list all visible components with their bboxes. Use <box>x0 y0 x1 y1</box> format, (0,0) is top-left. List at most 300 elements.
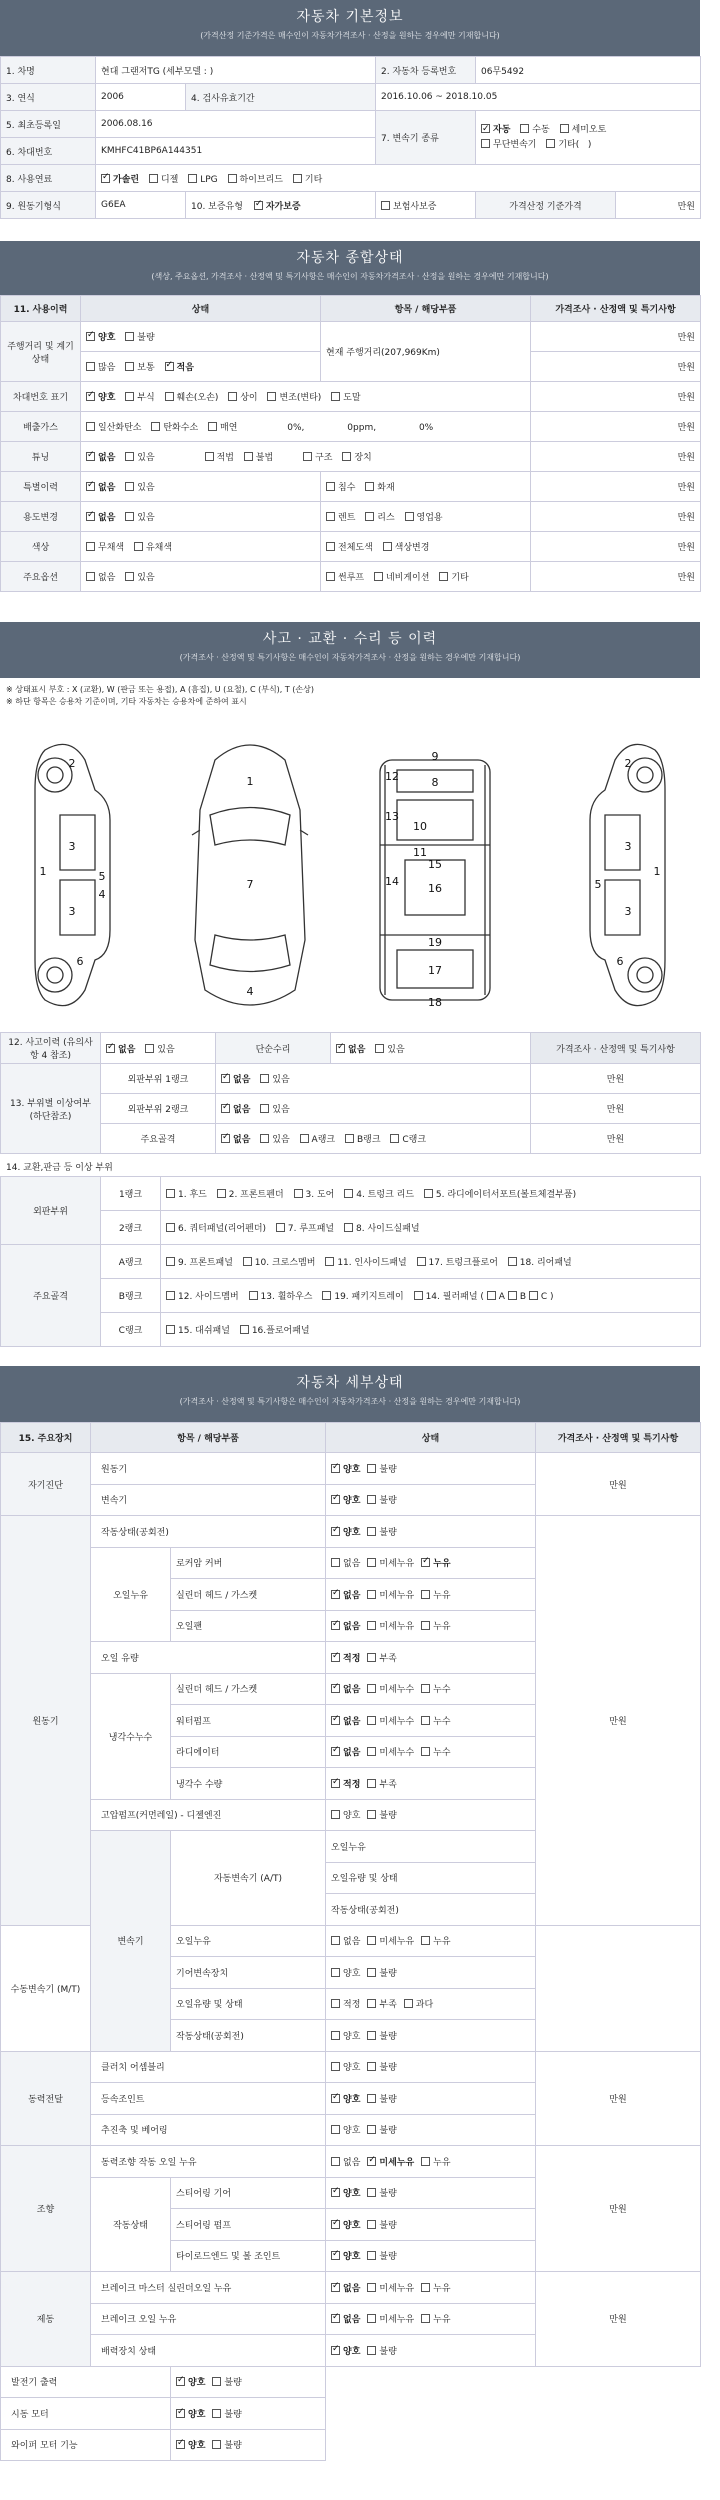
detail-price: 만원 <box>536 2051 701 2146</box>
state-option[interactable]: ✓ 양호 <box>331 2218 360 2231</box>
tune-none[interactable]: ✓ 없음 <box>86 450 115 463</box>
checkbox-icon <box>331 2346 340 2355</box>
state-option[interactable]: 불량 <box>367 1525 396 1538</box>
vin-mismatch[interactable]: 상이 <box>228 390 257 403</box>
color-full-paint[interactable]: 전체도색 <box>326 540 373 553</box>
mileage-bad[interactable]: 불량 <box>125 330 154 343</box>
label-rank1: 외판부위 1랭크 <box>101 1064 216 1094</box>
checkbox-icon <box>326 482 335 491</box>
checkbox-icon <box>421 1936 430 1945</box>
detail-item-name: 시동 모터 <box>1 2398 171 2430</box>
part-9[interactable]: 9. 프론트패널 <box>166 1255 233 1268</box>
part-5[interactable]: 5. 라디에이터서포트(볼트체결부품) <box>424 1187 576 1200</box>
state-option[interactable]: 미세누유 <box>367 1556 414 1569</box>
state-option[interactable]: 불량 <box>367 2092 396 2105</box>
state-option[interactable]: 불량 <box>367 1966 396 1979</box>
color-achromatic[interactable]: 무채색 <box>86 540 124 553</box>
vin-mark-options <box>81 382 531 412</box>
label-rank2-parts: 2랭크 <box>101 1211 161 1245</box>
state-option[interactable]: 적정 <box>331 1997 360 2010</box>
frame-yes[interactable]: 있음 <box>260 1132 289 1145</box>
detail-item-name: 브레이크 오일 누유 <box>91 2303 326 2335</box>
state-option[interactable]: 부족 <box>367 1997 396 2010</box>
checkbox-icon <box>221 1074 230 1083</box>
checkbox-icon <box>508 1257 517 1266</box>
mileage-good[interactable]: ✓양호 <box>86 330 115 343</box>
state-option[interactable]: 양호 <box>331 1808 360 1821</box>
state-option[interactable]: 누유 <box>421 1934 450 1947</box>
detail-row <box>1 2398 701 2430</box>
state-option[interactable]: 양호 <box>331 2123 360 2136</box>
detail-item-state <box>326 1673 536 1705</box>
tune-yes[interactable]: 있음 <box>125 450 154 463</box>
part-3[interactable]: 3. 도어 <box>294 1187 335 1200</box>
part-8[interactable]: 8. 사이드실패널 <box>344 1221 420 1234</box>
state-option[interactable]: 누유 <box>421 1588 450 1601</box>
fuel-diesel[interactable]: 디젤 <box>149 172 178 185</box>
fuel-other[interactable]: 기타 <box>293 172 322 185</box>
state-option[interactable]: ✓ 없음 <box>331 2312 360 2325</box>
detail-row <box>1 1453 701 1485</box>
state-option[interactable]: 양호 <box>331 1966 360 1979</box>
general-banner <box>0 241 700 295</box>
transmission-semi[interactable]: 세미오토 <box>560 123 607 138</box>
diagram-under-18: 18 <box>428 996 442 1009</box>
state-option[interactable]: ✓ 없음 <box>331 1682 360 1695</box>
checkbox-icon <box>508 1291 517 1300</box>
option-sunroof[interactable]: 썬루프 <box>326 570 364 583</box>
fuel-options <box>96 165 701 192</box>
checkbox-icon <box>367 2062 376 2071</box>
vin-altered[interactable]: 변조(변타) <box>267 390 321 403</box>
special-yes[interactable]: 있음 <box>125 480 154 493</box>
state-option[interactable]: ✓ 양호 <box>331 1525 360 1538</box>
state-option[interactable]: ✓ 없음 <box>331 1588 360 1601</box>
detail-item-state <box>326 2240 536 2272</box>
checkbox-icon <box>240 1325 249 1334</box>
group-brake: 제동 <box>1 2272 91 2367</box>
main-options <box>81 562 321 592</box>
tune-legal[interactable]: 적법 <box>205 450 234 463</box>
checkbox-icon <box>166 1325 175 1334</box>
state-option[interactable]: 없음 <box>331 2155 360 2168</box>
detail-price: 만원 <box>536 2146 701 2272</box>
part-2[interactable]: 2. 프론트펜더 <box>217 1187 284 1200</box>
state-option[interactable]: 미세누유 <box>367 2312 414 2325</box>
gas-hc[interactable]: 탄화수소 <box>151 420 198 433</box>
fuel-lpg[interactable]: LPG <box>188 174 217 185</box>
state-option[interactable]: ✓ 양호 <box>331 2186 360 2199</box>
checkbox-icon <box>367 1684 376 1693</box>
checkbox-icon <box>421 1590 430 1599</box>
diagram-left-3b: 3 <box>68 905 76 918</box>
color-change[interactable]: 색상변경 <box>383 540 430 553</box>
value-price-unit: 만원 <box>616 192 701 219</box>
checkbox-icon <box>125 392 134 401</box>
checkbox-icon <box>212 2377 221 2386</box>
part-7[interactable]: 7. 루프패널 <box>276 1221 334 1234</box>
checkbox-icon <box>86 512 95 521</box>
detail-item-state <box>171 2366 326 2398</box>
accident-subtitle: (가격조사 · 산정액 및 특기사항은 매수인이 자동차가격조사 · 산정을 원하는 경우에만 기재합니다) <box>179 653 521 662</box>
state-option[interactable]: 불량 <box>367 2186 396 2199</box>
detail-item-state <box>326 2051 536 2083</box>
accident-options <box>101 1033 216 1064</box>
detail-item-state <box>326 1579 536 1611</box>
state-option[interactable]: 부족 <box>367 1651 396 1664</box>
subgroup-coolant: 냉각수누수 <box>91 1673 171 1799</box>
detail-item-state <box>326 2272 536 2304</box>
checkbox-icon <box>331 1495 340 1504</box>
simple-yes[interactable]: 있음 <box>375 1042 404 1055</box>
state-option[interactable]: 없음 <box>331 1934 360 1947</box>
value-inspection-period: 2016.10.06 ~ 2018.10.05 <box>376 84 701 111</box>
state-option[interactable]: ✓ 양호 <box>331 2249 360 2262</box>
checkbox-icon <box>381 201 390 210</box>
checkbox-icon <box>208 422 217 431</box>
checkbox-icon <box>367 1779 376 1788</box>
state-option[interactable]: 미세누유 <box>367 1934 414 1947</box>
detail-banner <box>0 1366 700 1422</box>
detail-item-state <box>326 1925 536 1957</box>
state-option[interactable]: 미세누수 <box>367 1682 414 1695</box>
mileage-normal[interactable]: 보통 <box>125 360 154 373</box>
state-option[interactable]: 누수 <box>421 1714 450 1727</box>
vin-rust[interactable]: 부식 <box>125 390 154 403</box>
checkbox-icon <box>367 2314 376 2323</box>
state-option[interactable]: ✓ 적정 <box>331 1777 360 1790</box>
fuel-gasoline[interactable]: ✓ 가솔린 <box>101 172 139 185</box>
state-option[interactable]: 누수 <box>421 1745 450 1758</box>
state-option[interactable]: ✓ 양호 <box>331 1493 360 1506</box>
checkbox-icon <box>367 2157 376 2166</box>
state-option[interactable]: ✓ 양호 <box>176 2407 205 2420</box>
checkbox-icon <box>421 1558 430 1567</box>
detail-item-name: 동력조향 작동 오일 누유 <box>91 2146 326 2178</box>
state-option[interactable]: 누유 <box>421 2155 450 2168</box>
checkbox-icon <box>331 2188 340 2197</box>
part-14[interactable]: 14. 필러패널 ( A B C ) <box>414 1289 554 1302</box>
use-business[interactable]: 영업용 <box>405 510 443 523</box>
checkbox-icon <box>331 2220 340 2229</box>
checkbox-icon <box>303 452 312 461</box>
header-history-price: 가격조사 · 산정액 및 특기사항 <box>531 1033 701 1064</box>
checkbox-icon <box>331 392 340 401</box>
state-option[interactable]: 양호 <box>331 2029 360 2042</box>
state-option[interactable]: 불량 <box>367 2249 396 2262</box>
state-option[interactable]: 누수 <box>421 1682 450 1695</box>
detail-item-name: 클러치 어셈블리 <box>91 2051 326 2083</box>
checkbox-icon <box>166 1189 175 1198</box>
part-16[interactable]: 16.플로어패널 <box>240 1323 310 1336</box>
option-other[interactable]: 기타 <box>439 570 468 583</box>
detail-item-name: 오일유량 및 상태 <box>326 1862 536 1894</box>
transmission-auto[interactable]: ✓자동 <box>481 123 510 138</box>
checkbox-icon <box>417 1257 426 1266</box>
header-main-device: 15. 주요장치 <box>1 1423 91 1453</box>
rank1-yes[interactable]: 있음 <box>260 1072 289 1085</box>
vin-good[interactable]: ✓ 양호 <box>86 390 115 403</box>
label-rank1-parts: 1랭크 <box>101 1177 161 1211</box>
part-15[interactable]: 15. 대쉬패널 <box>166 1323 230 1336</box>
subgroup-auto: 자동변속기 (A/T) <box>171 1831 326 1926</box>
value-reg-number: 06무5492 <box>476 57 701 84</box>
detail-item-name: 등속조인트 <box>91 2083 326 2115</box>
part-17[interactable]: 17. 트렁크플로어 <box>417 1255 498 1268</box>
diagram-left-2: 2 <box>68 757 76 770</box>
state-option[interactable]: ✓ 없음 <box>331 2281 360 2294</box>
note-symbols: ※ 상태표시 부호 : X (교환), W (판금 또는 용접), A (흠집), U (요철), C (부식), T (손상) <box>6 685 315 694</box>
detail-item-state <box>326 2146 536 2178</box>
tune-device[interactable]: 장치 <box>342 450 371 463</box>
checkbox-icon <box>165 362 174 371</box>
part-6[interactable]: 6. 쿼터패널(리어펜더) <box>166 1221 266 1234</box>
state-option[interactable]: ✓ 양호 <box>331 2344 360 2357</box>
detail-item-state <box>326 1547 536 1579</box>
option-navigation[interactable]: 네비게이션 <box>374 570 429 583</box>
car-diagram <box>0 720 700 1030</box>
checkbox-icon <box>212 2440 221 2449</box>
mileage-few[interactable]: ✓ 적음 <box>165 360 194 373</box>
label-special: 특별이력 <box>1 472 81 502</box>
diagram-right-3b: 3 <box>624 905 632 918</box>
rank1-parts <box>161 1177 701 1211</box>
state-option[interactable]: ✓ 양호 <box>176 2375 205 2388</box>
checkbox-icon <box>487 1291 496 1300</box>
checkbox-icon <box>228 174 237 183</box>
rank2-yes[interactable]: 있음 <box>260 1102 289 1115</box>
part-18[interactable]: 18. 리어패널 <box>508 1255 572 1268</box>
b-rank-parts <box>161 1279 701 1313</box>
use-lease[interactable]: 리스 <box>365 510 394 523</box>
use-yes[interactable]: 있음 <box>125 510 154 523</box>
detail-item-state <box>326 1642 536 1674</box>
checkbox-icon <box>101 174 110 183</box>
tune-illegal[interactable]: 불법 <box>244 450 273 463</box>
warranty-self[interactable]: ✓ 자가보증 <box>254 199 301 212</box>
color-chromatic[interactable]: 유채색 <box>134 540 172 553</box>
state-option[interactable]: 미세누수 <box>367 1745 414 1758</box>
c-rank-parts <box>161 1313 701 1347</box>
detail-price: 만원 <box>536 1516 701 1926</box>
use-rent[interactable]: 렌트 <box>326 510 355 523</box>
frame-b[interactable]: B랭크 <box>345 1132 381 1145</box>
header-price: 가격조사 · 산정액 및 특기사항 <box>531 296 701 322</box>
label-a-rank: A랭크 <box>101 1245 161 1279</box>
checkbox-icon <box>86 452 95 461</box>
checkbox-icon <box>166 1223 175 1232</box>
frame-none[interactable]: ✓ 없음 <box>221 1132 250 1145</box>
checkbox-icon <box>367 2283 376 2292</box>
special-none[interactable]: ✓ 없음 <box>86 480 115 493</box>
fuel-hybrid[interactable]: 하이브리드 <box>228 172 283 185</box>
checkbox-icon <box>331 1653 340 1662</box>
state-option[interactable]: 불량 <box>367 2060 396 2073</box>
state-option[interactable]: 부족 <box>367 1777 396 1790</box>
detail-item-name: 라디에이터 <box>171 1736 326 1768</box>
warranty-cell <box>186 192 376 219</box>
mileage-many[interactable]: 많음 <box>86 360 115 373</box>
rank2-parts <box>161 1211 701 1245</box>
accident-none[interactable]: ✓없음 <box>106 1042 135 1055</box>
state-option[interactable]: ✓ 양호 <box>331 1462 360 1475</box>
checkbox-icon <box>390 1134 399 1143</box>
special-flood[interactable]: 침수 <box>326 480 355 493</box>
checkbox-icon <box>294 1189 303 1198</box>
frame-c[interactable]: C랭크 <box>390 1132 426 1145</box>
gas-smoke[interactable]: 매연 <box>208 420 237 433</box>
label-outer: 외판부위 <box>1 1177 101 1245</box>
price-vin: 만원 <box>531 382 701 412</box>
state-option[interactable]: 과다 <box>404 1997 433 2010</box>
detail-row <box>1 2429 701 2461</box>
accident-yes[interactable]: 있음 <box>145 1042 174 1055</box>
special-fire[interactable]: 화재 <box>365 480 394 493</box>
group-engine: 원동기 <box>1 1516 91 1926</box>
tune-structure[interactable]: 구조 <box>303 450 332 463</box>
detail-item-name: 오일팬 <box>171 1610 326 1642</box>
parts-table <box>0 1176 701 1347</box>
checkbox-icon <box>125 362 134 371</box>
part-4[interactable]: 4. 트렁크 리드 <box>344 1187 414 1200</box>
detail-item-name: 오일 유량 <box>91 1642 326 1674</box>
detail-item-state <box>326 1799 536 1831</box>
checkbox-icon <box>166 1257 175 1266</box>
checkbox-icon <box>367 2094 376 2103</box>
checkbox-icon <box>367 1653 376 1662</box>
checkbox-icon <box>404 1999 413 2008</box>
state-option[interactable]: ✓ 양호 <box>331 2092 360 2105</box>
checkbox-icon <box>331 2031 340 2040</box>
checkbox-icon <box>367 2251 376 2260</box>
part-12[interactable]: 12. 사이드멤버 <box>166 1289 239 1302</box>
state-option[interactable]: ✓ 없음 <box>331 1714 360 1727</box>
detail-price: 만원 <box>536 2272 701 2367</box>
detail-table <box>0 1422 701 2461</box>
state-option[interactable]: 불량 <box>367 1462 396 1475</box>
checkbox-icon <box>188 174 197 183</box>
label-options: 주요옵션 <box>1 562 81 592</box>
detail-item-name: 오일누유 <box>171 1925 326 1957</box>
checkbox-icon <box>331 1968 340 1977</box>
state-option[interactable]: 불량 <box>367 2344 396 2357</box>
group-steer: 조향 <box>1 2146 91 2272</box>
part-1[interactable]: 1. 후드 <box>166 1187 207 1200</box>
part-19[interactable]: 19. 패키지트레이 <box>322 1289 403 1302</box>
detail-item-name: 타이로드엔드 및 볼 조인트 <box>171 2240 326 2272</box>
price-rank2: 만원 <box>531 1094 701 1124</box>
state-option[interactable]: 미세누수 <box>367 1714 414 1727</box>
state-option[interactable]: 불량 <box>367 1493 396 1506</box>
state-option[interactable]: 불량 <box>367 2123 396 2136</box>
vin-damage[interactable]: 훼손(오손) <box>165 390 219 403</box>
vin-painted[interactable]: 도말 <box>331 390 360 403</box>
checkbox-icon <box>367 1747 376 1756</box>
state-option[interactable]: 미세누유 <box>367 1619 414 1632</box>
part-10[interactable]: 10. 크로스멤버 <box>243 1255 316 1268</box>
checkbox-icon <box>326 512 335 521</box>
state-option[interactable]: 불량 <box>367 1808 396 1821</box>
state-option[interactable]: 누유 <box>421 1619 450 1632</box>
state-option[interactable]: ✓ 누유 <box>421 1556 450 1569</box>
state-option[interactable]: 불량 <box>212 2375 241 2388</box>
gas-co[interactable]: 일산화탄소 <box>86 420 141 433</box>
detail-item-name: 오일유량 및 상태 <box>171 1988 326 2020</box>
checkbox-icon <box>367 1590 376 1599</box>
state-option[interactable]: ✓ 적정 <box>331 1651 360 1664</box>
option-yes[interactable]: 있음 <box>125 570 154 583</box>
checkbox-icon <box>367 1716 376 1725</box>
checkbox-icon <box>367 1936 376 1945</box>
warranty-insurance[interactable]: 보험사보증 <box>381 199 436 212</box>
diagram-left-1: 1 <box>39 865 47 878</box>
state-option[interactable]: 불량 <box>367 2029 396 2042</box>
checkbox-icon <box>414 1291 423 1300</box>
state-option[interactable]: ✓ 없음 <box>331 1745 360 1758</box>
state-option[interactable]: ✓ 양호 <box>176 2438 205 2451</box>
transmission-other[interactable]: 기타( ) <box>546 138 591 153</box>
state-option[interactable]: 누유 <box>421 2281 450 2294</box>
state-option[interactable]: 미세누유 <box>367 1588 414 1601</box>
general-table <box>0 295 701 592</box>
option-none[interactable]: 없음 <box>86 570 115 583</box>
value-vin: KMHFC41BP6A144351 <box>96 138 376 165</box>
price-special: 만원 <box>531 472 701 502</box>
detail-item-state <box>326 1516 536 1548</box>
checkbox-icon <box>331 1716 340 1725</box>
state-option[interactable]: ✓ 없음 <box>331 1619 360 1632</box>
checkbox-icon <box>367 1495 376 1504</box>
checkbox-icon <box>546 139 555 148</box>
price-options: 만원 <box>531 562 701 592</box>
state-option[interactable]: 없음 <box>331 1556 360 1569</box>
part-11[interactable]: 11. 인사이드패널 <box>325 1255 406 1268</box>
transmission-manual[interactable]: 수동 <box>520 123 549 138</box>
a-rank-parts <box>161 1245 701 1279</box>
basic-info-title: 자동차 기본정보 <box>296 9 404 25</box>
header-detail-item: 항목 / 해당부품 <box>91 1423 326 1453</box>
checkbox-icon <box>165 392 174 401</box>
state-option[interactable]: 양호 <box>331 2060 360 2073</box>
color-options-2 <box>321 532 531 562</box>
checkbox-icon <box>421 1747 430 1756</box>
rank1-none[interactable]: ✓ 없음 <box>221 1072 250 1085</box>
state-option[interactable]: 불량 <box>212 2407 241 2420</box>
checkbox-icon <box>217 1189 226 1198</box>
diagram-left-4: 4 <box>98 888 106 901</box>
label-rank2: 외판부위 2랭크 <box>101 1094 216 1124</box>
frame-a[interactable]: A랭크 <box>300 1132 336 1145</box>
part-13[interactable]: 13. 휠하우스 <box>249 1289 313 1302</box>
state-option[interactable]: ✓ 미세누유 <box>367 2155 414 2168</box>
checkbox-icon <box>125 572 134 581</box>
use-none[interactable]: ✓ 없음 <box>86 510 115 523</box>
rank2-none[interactable]: ✓ 없음 <box>221 1102 250 1115</box>
state-option[interactable]: 불량 <box>367 2218 396 2231</box>
detail-item-state <box>326 1705 536 1737</box>
label-vin: 6. 차대번호 <box>1 138 96 165</box>
simple-none[interactable]: ✓ 없음 <box>336 1042 365 1055</box>
state-option[interactable]: 미세누유 <box>367 2281 414 2294</box>
value-motor: G6EA <box>96 192 186 219</box>
checkbox-icon <box>145 1044 154 1053</box>
state-option[interactable]: 누유 <box>421 2312 450 2325</box>
accident-notes <box>6 684 314 708</box>
diagram-left-3a: 3 <box>68 840 76 853</box>
label-first-reg: 5. 최초등록일 <box>1 111 96 138</box>
state-option[interactable]: 불량 <box>212 2438 241 2451</box>
transmission-cvt[interactable]: 무단변속기 <box>481 138 536 153</box>
